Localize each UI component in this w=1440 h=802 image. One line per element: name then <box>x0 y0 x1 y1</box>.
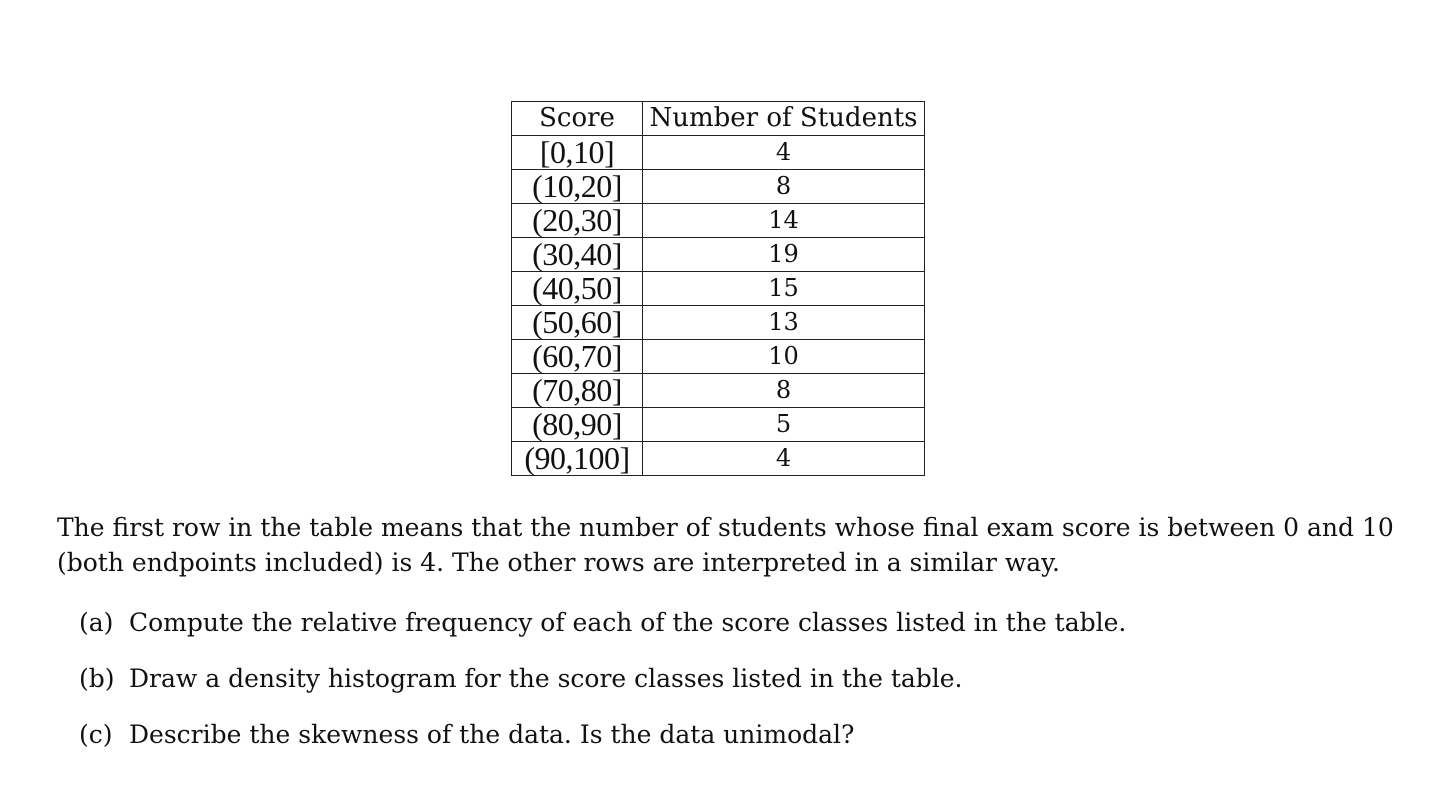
table-row <box>512 340 925 374</box>
table-row <box>512 136 925 170</box>
question-list <box>79 604 1126 772</box>
count-cell: 13 <box>643 306 925 340</box>
question-label: (a) <box>79 608 114 637</box>
count-cell: 5 <box>643 408 925 442</box>
question-a <box>79 604 1126 660</box>
table-row <box>512 442 925 476</box>
question-c <box>79 716 1126 772</box>
score-cell: (50,60] <box>512 306 643 340</box>
table-row <box>512 374 925 408</box>
count-cell: 4 <box>643 442 925 476</box>
explanation-paragraph: The first row in the table means that the number of students whose final exam score is between 0 and 10 (both endpoints included) is 4. The other rows are interpreted in a similar way. <box>57 513 1394 577</box>
table-row <box>512 306 925 340</box>
score-cell: (40,50] <box>512 272 643 306</box>
header-score: Score <box>512 102 643 136</box>
score-cell: (20,30] <box>512 204 643 238</box>
question-b <box>79 660 1126 716</box>
table-row <box>512 204 925 238</box>
score-cell: (90,100] <box>512 442 643 476</box>
score-cell: (80,90] <box>512 408 643 442</box>
count-cell: 8 <box>643 170 925 204</box>
table-row <box>512 238 925 272</box>
question-label: (b) <box>79 664 115 693</box>
count-cell: 4 <box>643 136 925 170</box>
score-cell: [0,10] <box>512 136 643 170</box>
count-cell: 14 <box>643 204 925 238</box>
count-cell: 15 <box>643 272 925 306</box>
score-cell: (30,40] <box>512 238 643 272</box>
question-label: (c) <box>79 720 113 749</box>
question-text: Describe the skewness of the data. Is the data unimodal? <box>129 720 855 749</box>
score-table <box>511 101 925 476</box>
question-text: Compute the relative frequency of each of the score classes listed in the table. <box>129 608 1127 637</box>
table-row <box>512 170 925 204</box>
table-row <box>512 408 925 442</box>
score-cell: (70,80] <box>512 374 643 408</box>
question-text: Draw a density histogram for the score classes listed in the table. <box>129 664 963 693</box>
score-cell: (60,70] <box>512 340 643 374</box>
table-row <box>512 272 925 306</box>
header-number-of-students: Number of Students <box>643 102 925 136</box>
count-cell: 19 <box>643 238 925 272</box>
count-cell: 8 <box>643 374 925 408</box>
count-cell: 10 <box>643 340 925 374</box>
score-cell: (10,20] <box>512 170 643 204</box>
table-header-row <box>512 102 925 136</box>
